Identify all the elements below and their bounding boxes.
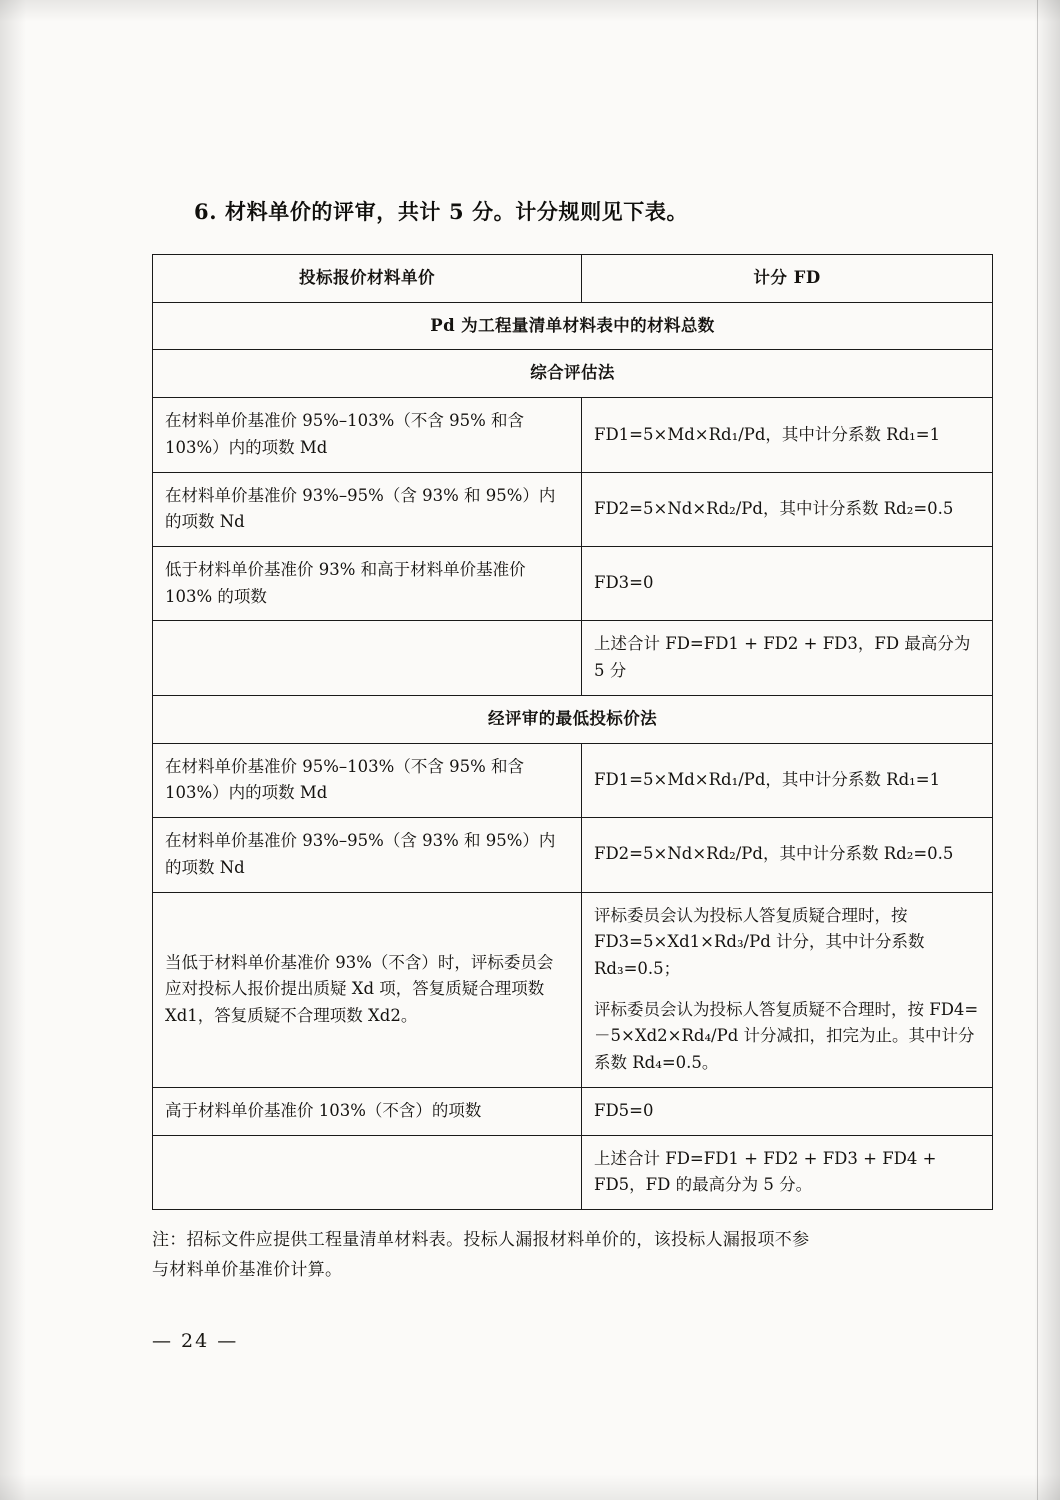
- page-title: 6. 材料单价的评审，共计 5 分。计分规则见下表。: [194, 199, 689, 224]
- row-formula: FD5=0: [582, 1087, 993, 1135]
- scan-shadow-left: [0, 0, 26, 1500]
- document-content: [152, 196, 979, 1285]
- table-section-comprehensive: [153, 350, 993, 398]
- row-condition: 在材料单价基准价 95%–103%（不含 95% 和含 103%）内的项数 Md: [153, 398, 582, 472]
- row-condition: 高于材料单价基准价 103%（不含）的项数: [153, 1087, 582, 1135]
- page-edge-rule: [1037, 0, 1038, 1500]
- row-formula: FD2=5×Nd×Rd₂/Pd，其中计分系数 Rd₂=0.5: [582, 472, 993, 546]
- page-number: — 24 —: [152, 1330, 239, 1352]
- footnote: [152, 1226, 942, 1286]
- row-formula: FD3=0: [582, 547, 993, 621]
- table-row: [153, 472, 993, 546]
- pd-definition: Pd 为工程量清单材料表中的材料总数: [153, 302, 993, 350]
- row-total-formula: 上述合计 FD=FD1 + FD2 + FD3 + FD4 + FD5，FD 的最高分为 5 分。: [582, 1135, 993, 1209]
- table-row-pd: [153, 302, 993, 350]
- table-row: [153, 818, 993, 892]
- footnote-line-1: 注：招标文件应提供工程量清单材料表。投标人漏报材料单价的，该投标人漏报项不参: [152, 1229, 810, 1250]
- table-row: [153, 1135, 993, 1209]
- row-condition: 低于材料单价基准价 93% 和高于材料单价基准价 103% 的项数: [153, 547, 582, 621]
- row-total-formula: 上述合计 FD=FD1 + FD2 + FD3，FD 最高分为 5 分: [582, 621, 993, 695]
- row-formula: FD2=5×Nd×Rd₂/Pd，其中计分系数 Rd₂=0.5: [582, 818, 993, 892]
- row-formula-query: [582, 892, 993, 1087]
- section-title-lowest-price: 经评审的最低投标价法: [153, 695, 993, 743]
- scan-shadow-right: [1034, 0, 1060, 1500]
- table-header-left: 投标报价材料单价: [153, 255, 582, 303]
- scoring-rules-table: [152, 254, 993, 1210]
- scan-shadow-bottom: [0, 1474, 1060, 1500]
- table-row: [153, 621, 993, 695]
- table-section-lowest-price: [153, 695, 993, 743]
- row-condition: 在材料单价基准价 93%–95%（含 93% 和 95%）内的项数 Nd: [153, 818, 582, 892]
- row-formula: FD1=5×Md×Rd₁/Pd，其中计分系数 Rd₁=1: [582, 743, 993, 817]
- row-formula: FD1=5×Md×Rd₁/Pd，其中计分系数 Rd₁=1: [582, 398, 993, 472]
- row-condition: 在材料单价基准价 93%–95%（含 93% 和 95%）内的项数 Nd: [153, 472, 582, 546]
- table-row: [153, 743, 993, 817]
- row-condition-empty: [153, 621, 582, 695]
- row-formula-query-part2: 评标委员会认为投标人答复质疑不合理时，按 FD4=－5×Xd2×Rd₄/Pd 计分减扣，扣完为止。其中计分系数 Rd₄=0.5。: [594, 999, 979, 1073]
- table-row: [153, 892, 993, 1087]
- row-condition-query: 当低于材料单价基准价 93%（不含）时，评标委员会应对投标人报价提出质疑 Xd 项，答复质疑合理项数 Xd1，答复质疑不合理项数 Xd2。: [153, 892, 582, 1087]
- table-row: [153, 547, 993, 621]
- row-condition: 在材料单价基准价 95%–103%（不含 95% 和含 103%）内的项数 Md: [153, 743, 582, 817]
- footnote-line-2: 与材料单价基准价计算。: [152, 1259, 343, 1280]
- table-row: [153, 398, 993, 472]
- row-formula-query-part1: 评标委员会认为投标人答复质疑合理时，按 FD3=5×Xd1×Rd₃/Pd 计分，其中计分系数 Rd₃=0.5；: [594, 905, 925, 978]
- table-header-right: 计分 FD: [582, 255, 993, 303]
- section-title-comprehensive: 综合评估法: [153, 350, 993, 398]
- row-condition-empty: [153, 1135, 582, 1209]
- table-header-row: [153, 255, 993, 303]
- scan-shadow-top: [0, 0, 1060, 22]
- table-row: [153, 1087, 993, 1135]
